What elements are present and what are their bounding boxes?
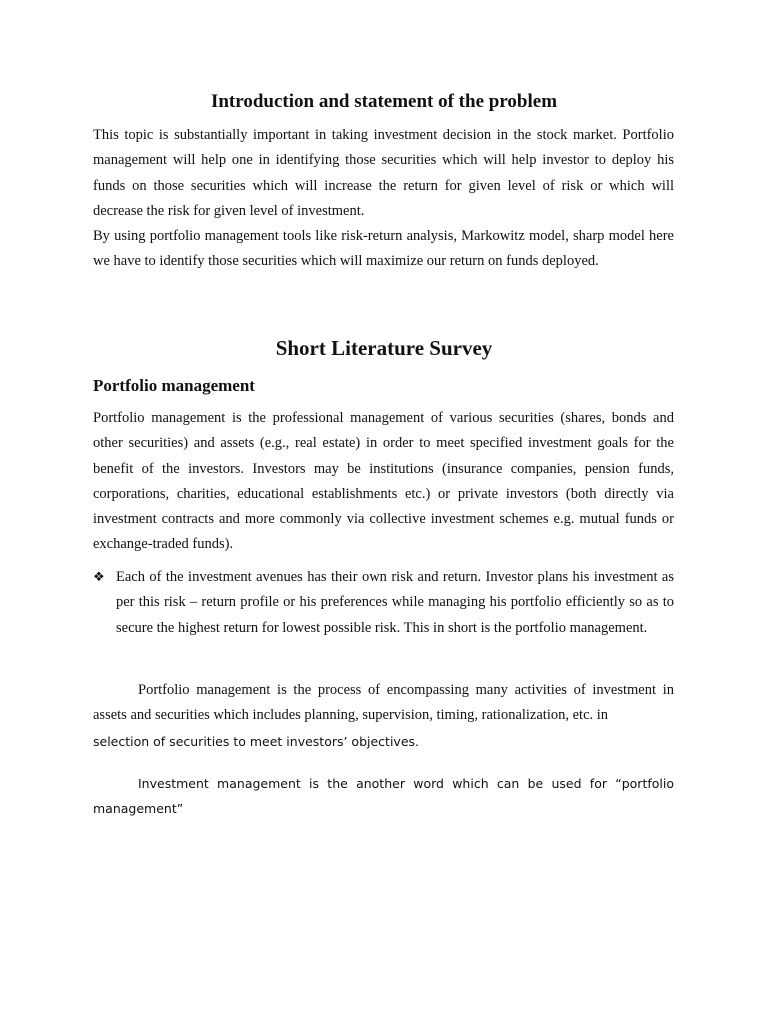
survey-paragraph-2-main: Portfolio management is the process of encompassing many activities of investment in assets and securities which includes planning, supervision, timing, rationalization, etc. in bbox=[93, 682, 674, 724]
intro-paragraph-1: This topic is substantially important in taking investment decision in the stock market. Portfolio management will help one in identifying those securities which will help investor to deploy his funds on those securities which will increase the return for given level of risk or which will decrease the risk for given level of investment. bbox=[93, 127, 674, 219]
survey-paragraph-3-line-1: Investment management is the another word which can be used for “portfolio bbox=[138, 776, 674, 791]
survey-paragraph-3-line-2: management” bbox=[93, 801, 184, 817]
bullet-list-item bbox=[93, 565, 674, 641]
survey-paragraph-1: Portfolio management is the professional management of various securities (shares, bonds and other securities) and assets (e.g., real estate) in order to meet specified investment goals for the benefit of the investors. Investors may be institutions (insurance companies, pension funds, corporations, charities, educational establishments etc.) or private investors (both directly via investment contracts and more commonly via collective investment schemes e.g. mutual funds or exchange-traded funds). bbox=[93, 410, 674, 553]
survey-paragraph-3 bbox=[93, 771, 674, 822]
portfolio-management-subheading: Portfolio management bbox=[93, 376, 255, 395]
survey-paragraph-2-tail: selection of securities to meet investors’ objectives. bbox=[93, 733, 420, 749]
intro-heading: Introduction and statement of the problem bbox=[210, 91, 558, 112]
diamond-bullet-icon: ❖ bbox=[93, 570, 105, 585]
bullet-text: Each of the investment avenues has their own risk and return. Investor plans his investment as per this risk – return profile or his preferences while managing his portfolio efficiently so as to secure the highest return for lowest possible risk. This in short is the portfolio management. bbox=[116, 569, 674, 636]
survey-paragraph-2 bbox=[93, 678, 674, 754]
intro-paragraph-2: By using portfolio management tools like risk-return analysis, Markowitz model, sharp model here we have to identify those securities which will maximize our return on funds deployed. bbox=[93, 228, 674, 270]
survey-heading: Short Literature Survey bbox=[275, 336, 493, 360]
